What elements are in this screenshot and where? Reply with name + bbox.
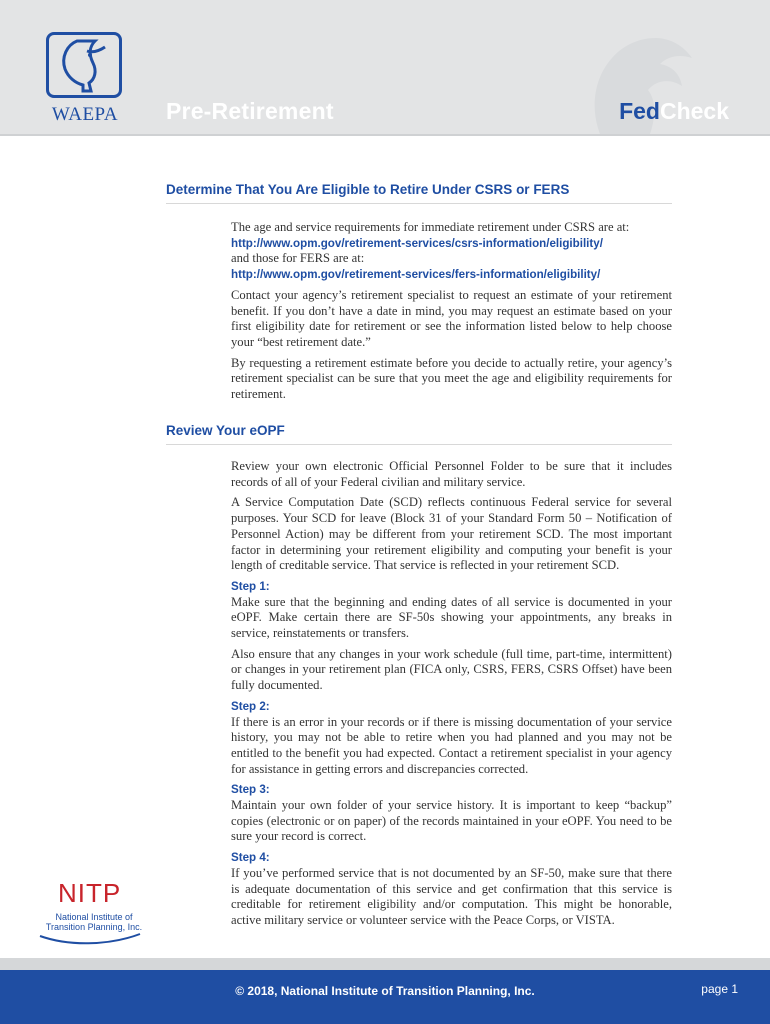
page-header [0, 0, 770, 136]
logo-text: WAEPA [51, 104, 119, 125]
divider [166, 444, 672, 445]
swoosh-icon [38, 932, 142, 946]
waepa-logo [44, 32, 126, 128]
eligibility-intro-csrs: The age and service requirements for immediate retirement under CSRS are at: [231, 220, 630, 234]
step-4-label: Step 4: [231, 851, 270, 865]
section-heading-eopf: Review Your eOPF [166, 423, 285, 438]
eagle-logo-icon [46, 32, 122, 98]
step-3-label: Step 3: [231, 783, 270, 797]
brand-fed: Fed [619, 98, 660, 124]
csrs-eligibility-link[interactable]: http://www.opm.gov/retirement-services/csrs-information/eligibility/ [231, 236, 603, 250]
step-2-label: Step 2: [231, 699, 270, 713]
footer-strip [0, 958, 770, 970]
nitp-name: NITP [58, 878, 122, 908]
step-1-extra-text: Also ensure that any changes in your work schedule (full time, part-time, intermittent) or changes in your retirement plan (FICA only, CSRS, FERS, CSRS Offset) have been fully documented. [231, 646, 672, 693]
nitp-subtitle [44, 912, 144, 932]
eopf-body [231, 459, 672, 934]
step-1-label: Step 1: [231, 579, 270, 593]
copyright-text: © 2018, National Institute of Transition Planning, Inc. [235, 984, 535, 998]
step-2-text: If there is an error in your records or if there is missing documentation of your service history, you may not be able to retire when you had planned and you may not be entitled to the benefit you had expected. Contact a retirement specialist in your agency for assistance in getting errors and discrepancies corrected. [231, 714, 672, 776]
page-footer [0, 970, 770, 1024]
nitp-line-2: Transition Planning, Inc. [45, 922, 143, 932]
requesting-estimate-paragraph: By requesting a retirement estimate before you decide to actually retire, your agency’s retirement specialist can be sure that you meet the age and eligibility requirements for retirement. [231, 355, 672, 402]
brand-check: Check [659, 98, 729, 124]
eligibility-intro-fers: and those for FERS are at: [231, 251, 365, 266]
scd-paragraph: A Service Computation Date (SCD) reflects continuous Federal service for several purposes. Your SCD for leave (Block 31 of your Standard Form 50 – Notification of Personnel Action) may be different from your retirement SCD. The most important factor in determining your retirement eligibility and computing your benefit is your length of creditable service. That service is reflected in your retirement SCD. [231, 495, 672, 573]
nitp-line-1: National Institute of [55, 912, 133, 922]
step-4-text: If you’ve performed service that is not documented by an SF-50, make sure that there is adequate documentation of this service and get confirmation that this service is creditable for retirement eligibility and/or computation. This might be honorable, active military service or volunteer service with the Peace Corps, or VISTA. [231, 865, 672, 927]
page-number: page 1 [701, 982, 738, 996]
fedcheck-brand [619, 98, 729, 125]
retirement-estimate-paragraph: Contact your agency’s retirement specialist to request an estimate of your retirement benefit. If you don’t have a date in mind, you may request an estimate based on your first eligibility date for retirement or see the information listed below to help choose your “best retirement date.” [231, 287, 672, 349]
fers-eligibility-link[interactable]: http://www.opm.gov/retirement-services/fers-information/eligibility/ [231, 268, 601, 282]
section-heading-eligibility: Determine That You Are Eligible to Retire Under CSRS or FERS [166, 182, 570, 197]
page-title: Pre-Retirement [166, 98, 334, 124]
step-3-text: Maintain your own folder of your service history. It is important to keep “backup” copies (electronic or on paper) of the records maintained in your eOPF. You need to be sure your record is correct. [231, 798, 672, 844]
step-1-text: Make sure that the beginning and ending dates of all service is documented in your eOPF. Make certain there are SF-50s showing your appointments, any breaks in service, reinstatements or transfers. [231, 594, 672, 641]
eligibility-body [231, 220, 672, 408]
divider [166, 203, 672, 204]
nitp-logo [34, 876, 144, 946]
eopf-review-paragraph: Review your own electronic Official Personnel Folder to be sure that it includes records of all of your Federal civilian and military service. [231, 459, 672, 489]
